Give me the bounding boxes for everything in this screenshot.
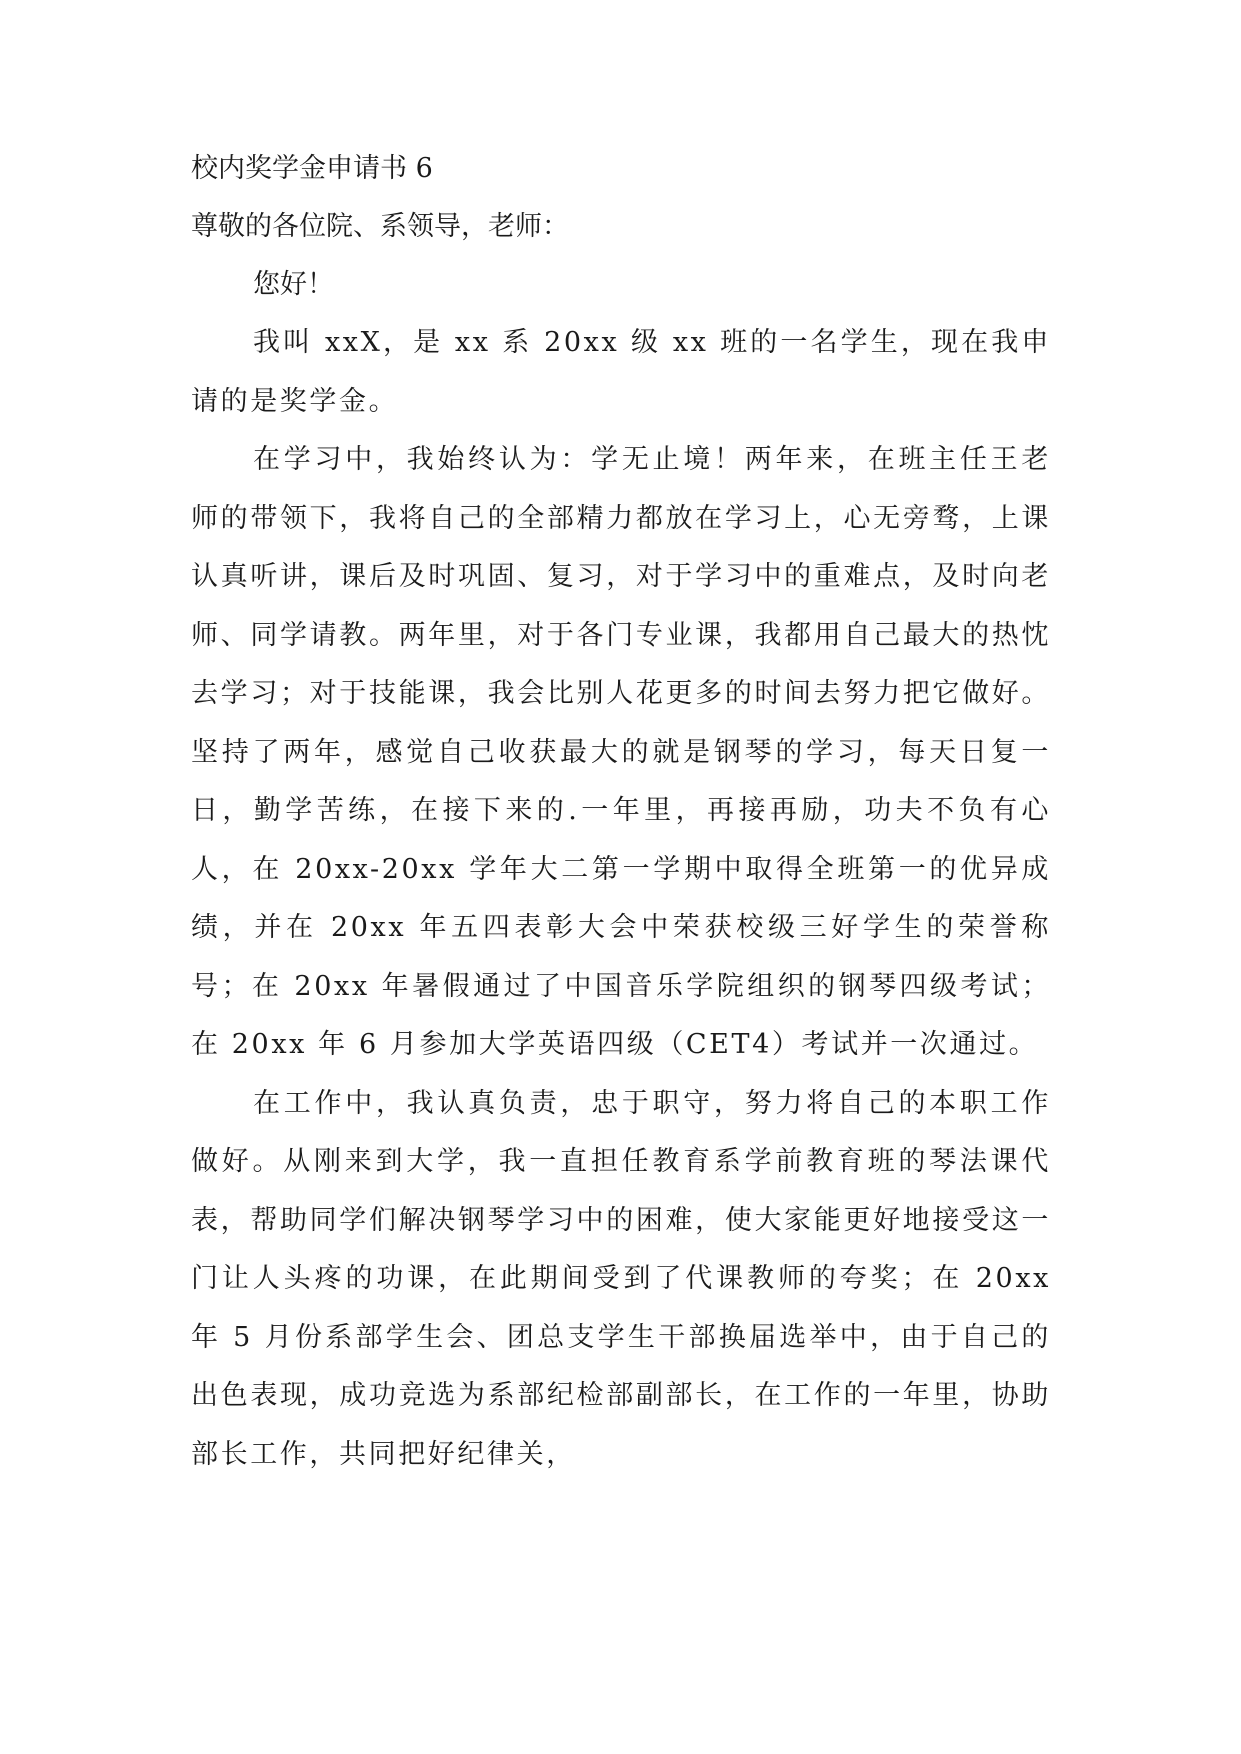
- salutation: 尊敬的各位院、系领导，老师：: [191, 211, 569, 242]
- paragraph-work: 在工作中，我认真负责，忠于职守，努力将自己的本职工作做好。从刚来到大学，我一直担任教育系学前教育班的琴法课代表，帮助同学们解决钢琴学习中的困难，使大家能更好地接受这一门让人头疼的功课，在此期间受到了代课教师的夸奖；在 20xx 年 5 月份系部学生会、团总支学生干部换届选举中，由于自己的出色表现，成功竞选为系部纪检部副部长，在工作的一年里，协助部长工作，共同把好纪律关，: [191, 1087, 1051, 1470]
- paragraph-study: 在学习中，我始终认为：学无止境！两年来，在班主任王老师的带领下，我将自己的全部精力都放在学习上，心无旁骛，上课认真听讲，课后及时巩固、复习，对于学习中的重难点，及时向老师、同学请教。两年里，对于各门专业课，我都用自己最大的热忱去学习；对于技能课，我会比别人花更多的时间去努力把它做好。坚持了两年，感觉自己收获最大的就是钢琴的学习，每天日复一日，勤学苦练，在接下来的.一年里，再接再励，功夫不负有心人，在 20xx-20xx 学年大二第一学期中取得全班第一的优异成绩，并在 20xx 年五四表彰大会中荣获校级三好学生的荣誉称号；在 20xx 年暑假通过了中国音乐学院组织的钢琴四级考试；在 20xx 年 6 月参加大学英语四级（CET4）考试并一次通过。: [191, 444, 1051, 1060]
- document-body: [191, 140, 1051, 1484]
- document-title: 校内奖学金申请书 6: [191, 153, 433, 184]
- paragraph-introduction: 我叫 xxX，是 xx 系 20xx 级 xx 班的一名学生，现在我申请的是奖学金。: [191, 327, 1051, 417]
- greeting: 您好！: [253, 269, 334, 300]
